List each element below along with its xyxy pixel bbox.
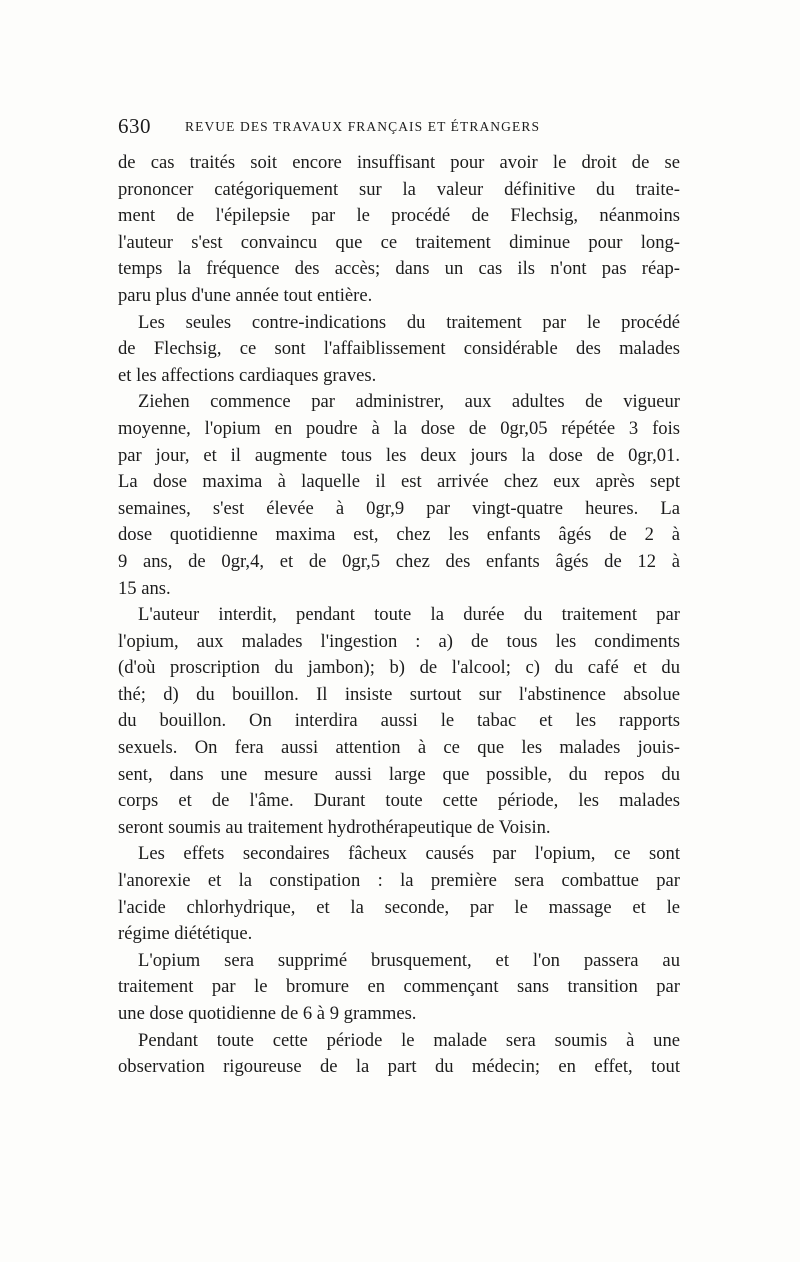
- text-line: 9 ans, de 0gr,4, et de 0gr,5 chez des enfants âgés de 12 à: [118, 550, 680, 572]
- text-line: (d'où proscription du jambon); b) de l'alcool; c) du café et du: [118, 657, 680, 679]
- running-title: REVUE DES TRAVAUX FRANÇAIS ET ÉTRANGERS: [185, 119, 541, 134]
- text-line: thé; d) du bouillon. Il insiste surtout sur l'abstinence absolue: [118, 683, 680, 705]
- body-text: [118, 150, 680, 1081]
- text-line: sent, dans une mesure aussi large que possible, du repos du: [118, 763, 680, 785]
- text-line: sexuels. On fera aussi attention à ce que les malades jouis-: [118, 737, 680, 759]
- text-line: moyenne, l'opium en poudre à la dose de 0gr,05 répétée 3 fois: [118, 417, 680, 439]
- text-line: ment de l'épilepsie par le procédé de Flechsig, néanmoins: [118, 205, 680, 227]
- text-line: l'opium, aux malades l'ingestion : a) de tous les condiments: [118, 630, 680, 652]
- text-line: et les affections cardiaques graves.: [118, 364, 377, 386]
- text-line: seront soumis au traitement hydrothérapeutique de Voisin.: [118, 816, 551, 838]
- text-line: Pendant toute cette période le malade sera soumis à une: [138, 1029, 680, 1051]
- text-line: La dose maxima à laquelle il est arrivée chez eux après sept: [118, 471, 680, 493]
- text-line: Les effets secondaires fâcheux causés par l'opium, ce sont: [138, 843, 680, 865]
- text-line: régime diététique.: [118, 923, 253, 945]
- text-line: Les seules contre-indications du traitement par le procédé: [138, 311, 680, 333]
- text-line: corps et de l'âme. Durant toute cette période, les malades: [118, 790, 680, 812]
- text-line: l'auteur s'est convaincu que ce traitement diminue pour long-: [118, 231, 680, 253]
- text-line: temps la fréquence des accès; dans un cas ils n'ont pas réap-: [118, 258, 680, 280]
- text-line: de Flechsig, ce sont l'affaiblissement considérable des malades: [118, 338, 680, 360]
- text-line: traitement par le bromure en commençant sans transition par: [118, 976, 680, 998]
- text-line: paru plus d'une année tout entière.: [118, 284, 373, 306]
- text-line: du bouillon. On interdira aussi le tabac et les rapports: [118, 710, 680, 732]
- text-line: une dose quotidienne de 6 à 9 grammes.: [118, 1003, 417, 1024]
- page-header: [118, 114, 678, 142]
- text-line: semaines, s'est élevée à 0gr,9 par vingt-quatre heures. La: [118, 497, 680, 519]
- text-line: dose quotidienne maxima est, chez les enfants âgés de 2 à: [118, 524, 680, 546]
- page-number: 630: [118, 114, 151, 138]
- text-line: l'acide chlorhydrique, et la seconde, par le massage et le: [118, 896, 680, 918]
- text-line: observation rigoureuse de la part du médecin; en effet, tout: [118, 1056, 680, 1078]
- text-line: prononcer catégoriquement sur la valeur définitive du traite-: [118, 178, 680, 200]
- text-line: l'anorexie et la constipation : la première sera combattue par: [118, 870, 680, 892]
- text-line: de cas traités soit encore insuffisant pour avoir le droit de se: [118, 152, 680, 173]
- text-line: 15 ans.: [118, 577, 171, 599]
- text-line: par jour, et il augmente tous les deux jours la dose de 0gr,01.: [118, 444, 680, 466]
- text-line: Ziehen commence par administrer, aux adultes de vigueur: [138, 391, 680, 413]
- text-line: L'auteur interdit, pendant toute la durée du traitement par: [138, 604, 680, 626]
- text-line: L'opium sera supprimé brusquement, et l'on passera au: [138, 949, 680, 971]
